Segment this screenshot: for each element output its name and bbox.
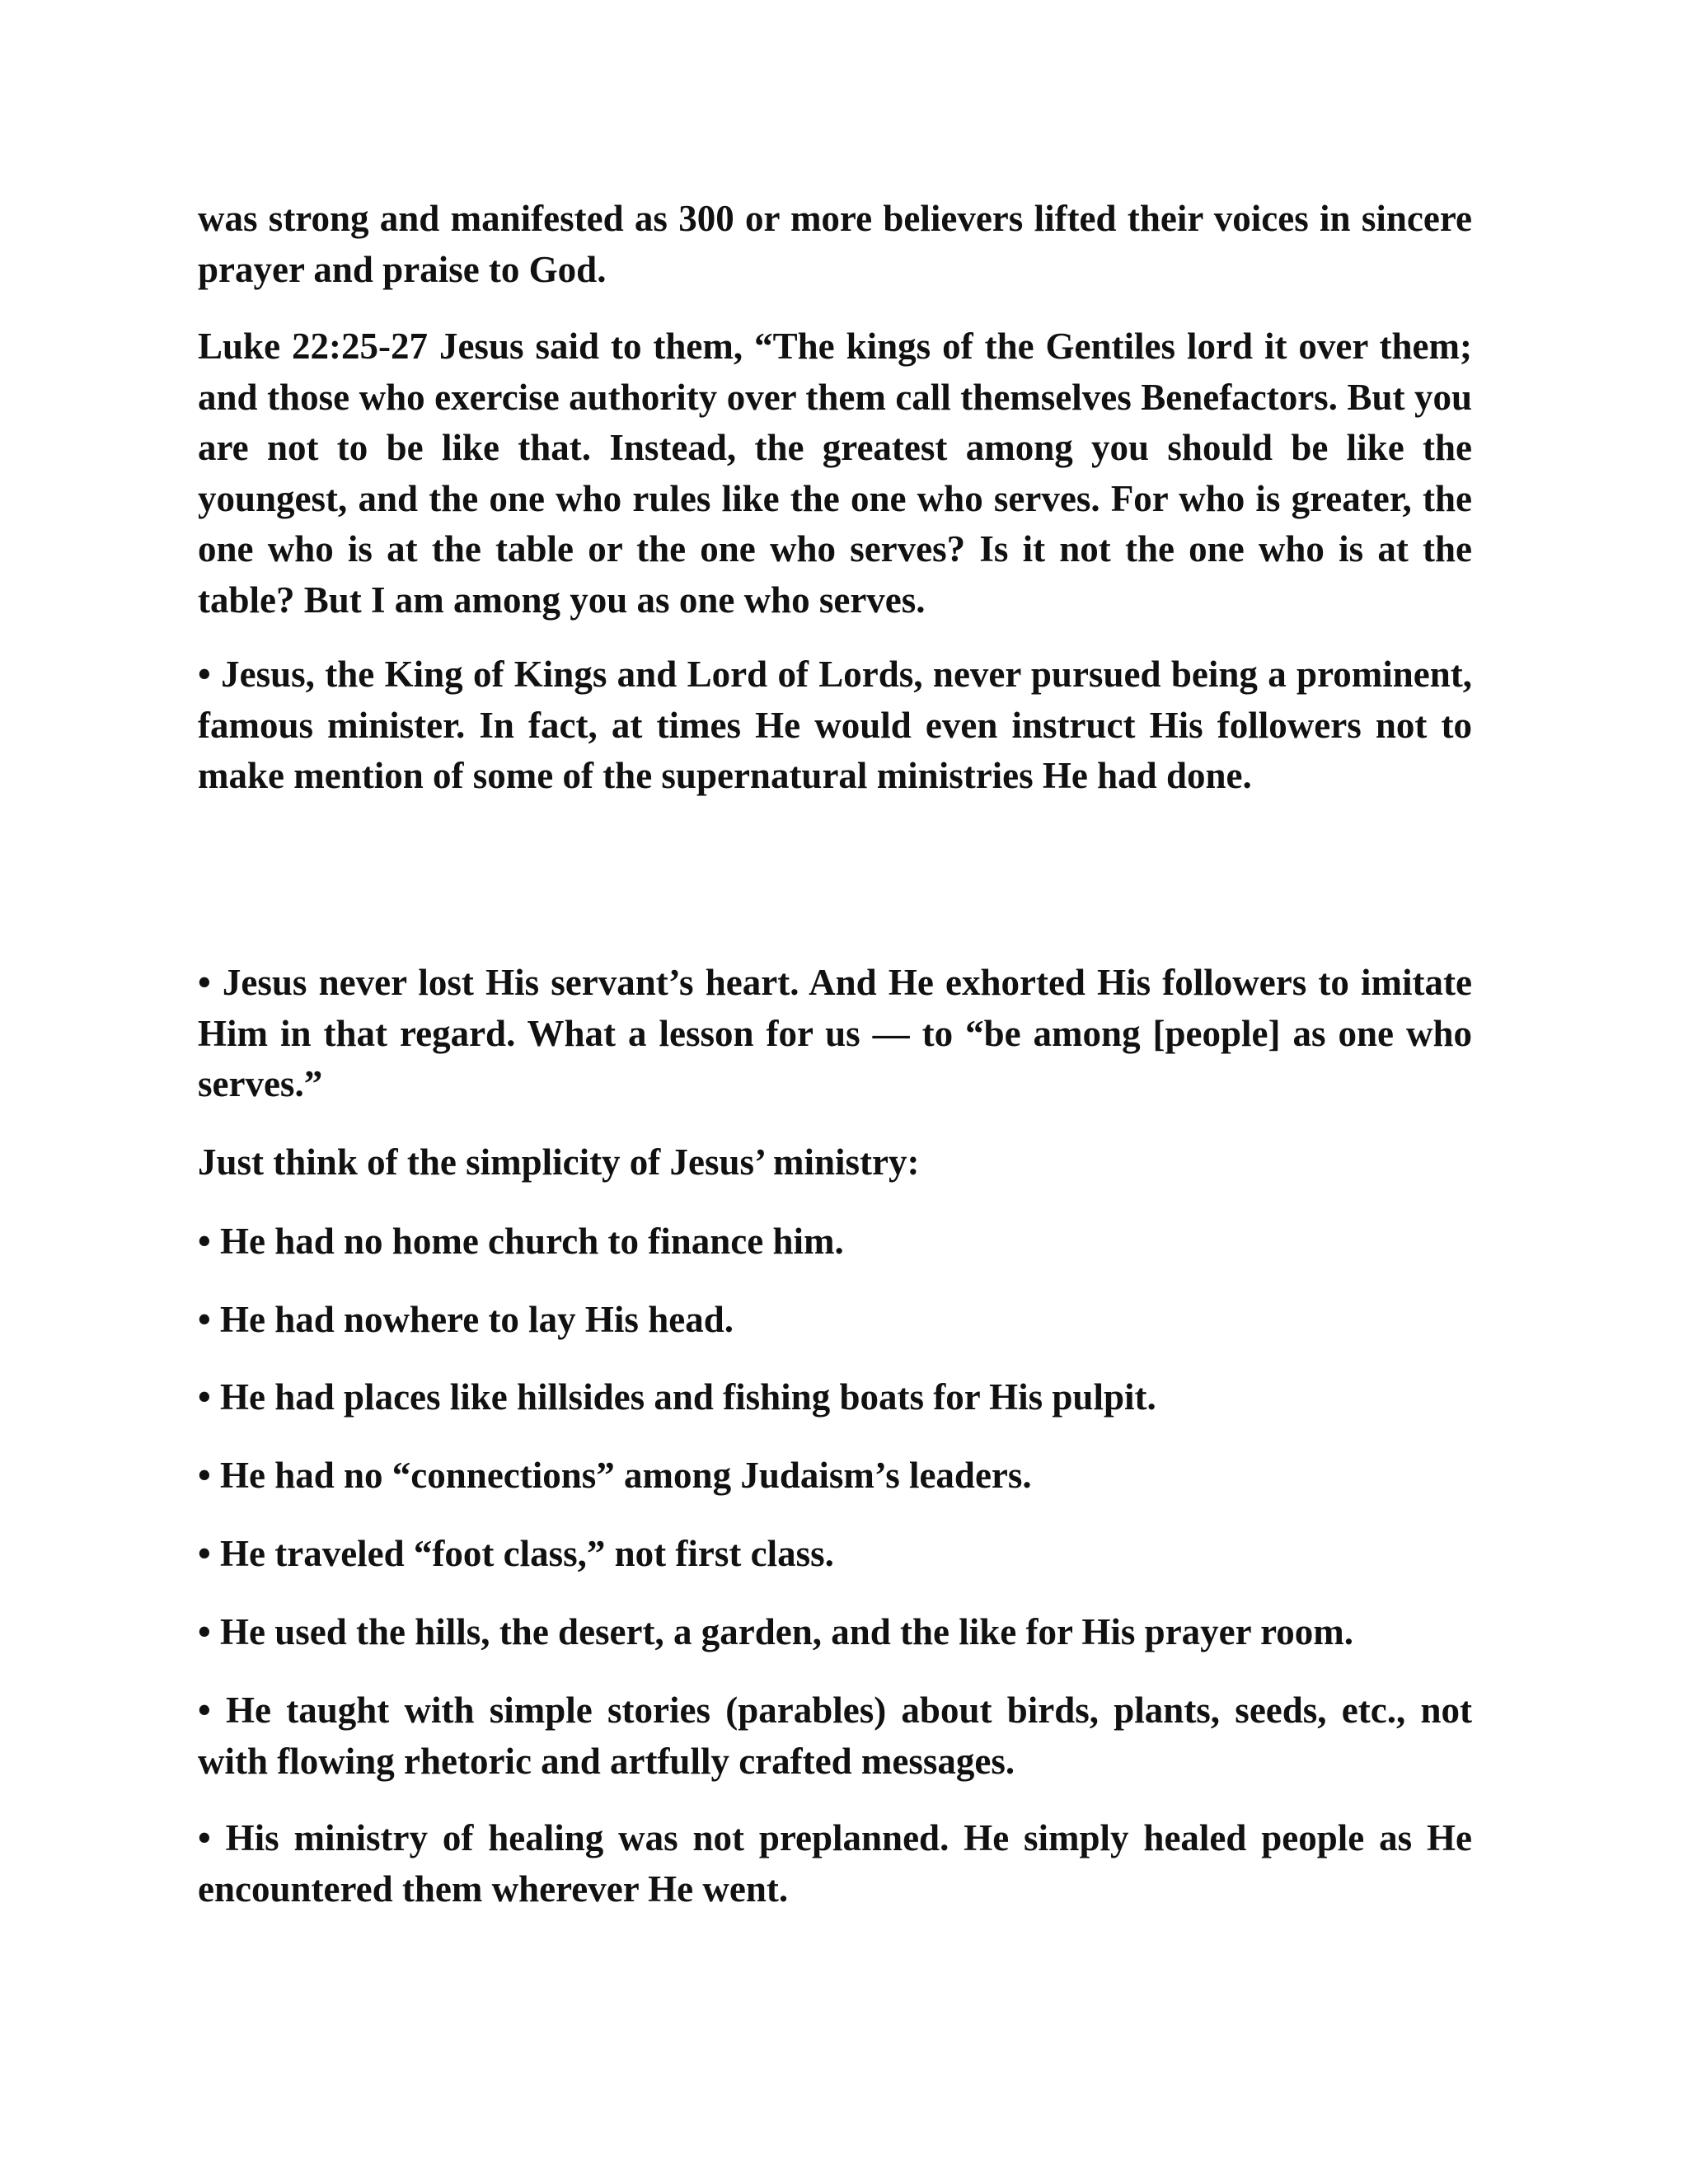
bullet-home-church: • He had no home church to finance him. [198,1221,844,1262]
paragraph-prayer-continuation: was strong and manifested as 300 or more believers lifted their voices in sincere prayer and praise to God. [198,198,1472,290]
bullet-connections: • He had no “connections” among Judaism’s leaders. [198,1455,1032,1496]
bullet-pulpit: • He had places like hillsides and fishing boats for His pulpit. [198,1376,1156,1418]
paragraph-luke-quote: Luke 22:25-27 Jesus said to them, “The kings of the Gentiles lord it over them; and those who exercise authority over them call themselves Benefactors. But you are not to be like that. Instead, the greatest among you should be like the youngest, and the one who rules like the one who serves. For who is greater, the one who is at the table or the one who serves? Is it not the one who is at the table? But I am among you as one who serves. [198,326,1472,621]
bullet-foot-class: • He traveled “foot class,” not first class. [198,1533,834,1574]
bullet-prayer-room: • He used the hills, the desert, a garden, and the like for His prayer room. [198,1611,1353,1652]
bullet-lay-head: • He had nowhere to lay His head. [198,1299,734,1340]
bullet-parables: • He taught with simple stories (parables) about birds, plants, seeds, etc., not with flowing rhetoric and artfully crafted messages. [198,1690,1472,1782]
paragraph-bullet-king-of-kings: • Jesus, the King of Kings and Lord of Lords, never pursued being a prominent, famous minister. In fact, at times He would even instruct His followers not to make mention of some of the supernatural ministries He had done. [198,654,1472,796]
paragraph-bullet-servants-heart: • Jesus never lost His servant’s heart. And He exhorted His followers to imitate Him in that regard. What a lesson for us — to “be among [people] as one who serves.” [198,962,1472,1104]
bullet-healing: • His ministry of healing was not preplanned. He simply healed people as He encountered them wherever He went. [198,1817,1472,1910]
paragraph-simplicity-intro: Just think of the simplicity of Jesus’ ministry: [198,1141,920,1183]
